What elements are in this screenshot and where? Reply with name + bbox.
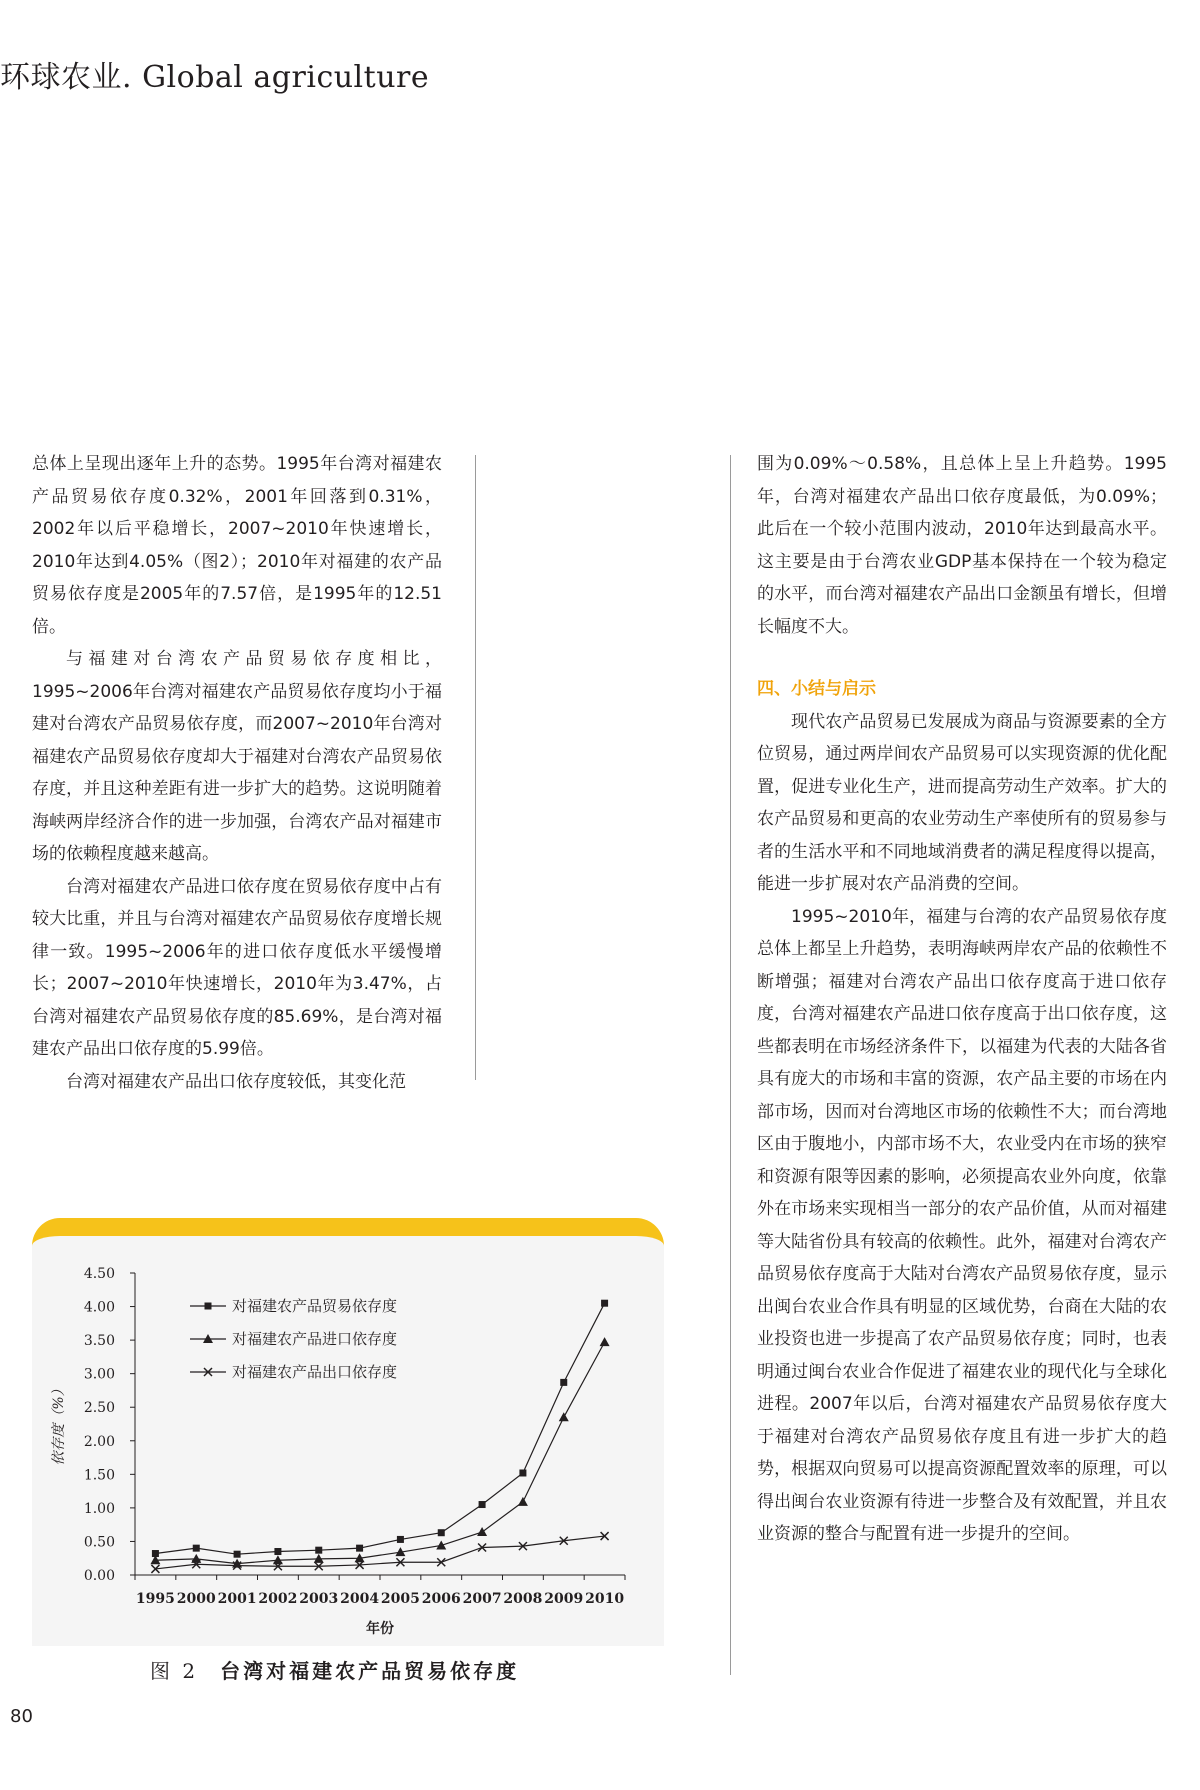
y-tick-label: 3.00 (83, 1366, 115, 1383)
legend-label: 对福建农产品出口依存度 (232, 1363, 398, 1381)
y-tick-label: 2.00 (83, 1433, 115, 1450)
data-point-series-1 (397, 1536, 404, 1543)
data-point-series-2 (518, 1497, 528, 1506)
x-tick-label: 1995 (135, 1591, 175, 1607)
data-point-series-1 (560, 1379, 567, 1386)
x-tick-label: 2008 (503, 1591, 543, 1607)
section-heading: 四、小结与启示 (757, 679, 876, 699)
x-tick-label: 2000 (176, 1591, 216, 1607)
y-tick-label: 4.00 (83, 1299, 115, 1316)
y-tick-label: 0.50 (83, 1534, 115, 1551)
legend-label: 对福建农产品进口依存度 (232, 1330, 398, 1348)
x-tick-label: 2003 (299, 1591, 339, 1607)
data-point-series-2 (436, 1540, 446, 1549)
legend-marker (205, 1303, 212, 1310)
y-tick-label: 3.50 (83, 1333, 115, 1350)
x-axis-title: 年份 (366, 1621, 394, 1637)
body-paragraph: 台湾对福建农产品进口依存度在贸易依存度中占有较大比重，并且与台湾对福建农产品贸易依存度增长规律一致。1995~2006年的进口依存度低水平缓慢增长；2007~2010年快速增长，2010年为3.47%，占台湾对福建农产品贸易依存度的85.69%，是台湾对福建农产品出口依存度的5.99倍。 (32, 876, 442, 1059)
figure-caption (150, 1655, 519, 1684)
body-paragraph: 总体上呈现出逐年上升的态势。1995年台湾对福建农产品贸易依存度0.32%，2001年回落到0.31%，2002年以后平稳增长，2007~2010年快速增长，2010年达到4.05%（图2）；2010年对福建的农产品贸易依存度是2005年的7.57倍，是1995年的12.51倍。 (32, 454, 442, 637)
figure-number: 图 2 (150, 1659, 199, 1683)
y-tick-label: 0.00 (83, 1568, 115, 1584)
x-tick-label: 2002 (258, 1591, 298, 1607)
legend-label: 对福建农产品贸易依存度 (232, 1297, 398, 1315)
data-point-series-1 (438, 1529, 445, 1536)
y-tick-label: 2.50 (83, 1400, 115, 1417)
x-tick-label: 2007 (462, 1591, 502, 1607)
data-point-series-1 (519, 1469, 526, 1476)
data-point-series-1 (234, 1551, 241, 1558)
x-tick-label: 2010 (585, 1591, 625, 1607)
x-tick-label: 2006 (421, 1591, 461, 1607)
data-point-series-2 (559, 1412, 569, 1421)
figure-caption-text: 台湾对福建农产品贸易依存度 (220, 1659, 520, 1683)
x-tick-label: 2009 (544, 1591, 584, 1607)
data-point-series-2 (477, 1527, 487, 1536)
y-axis-title: 依存度（%） (51, 1382, 67, 1466)
body-paragraph: 围为0.09%～0.58%，且总体上呈上升趋势。1995年，台湾对福建农产品出口依存度最低，为0.09%；此后在一个较小范围内波动，2010年达到最高水平。这主要是由于台湾农业GDP基本保持在一个较为稳定的水平，而台湾对福建农产品出口金额虽有增长，但增长幅度不大。 (757, 454, 1167, 637)
data-point-series-2 (600, 1337, 610, 1346)
data-point-series-1 (601, 1300, 608, 1307)
body-paragraph: 台湾对福建农产品出口依存度较低，其变化范 (66, 1071, 406, 1092)
y-tick-label: 1.00 (83, 1500, 115, 1517)
x-tick-label: 2001 (217, 1591, 257, 1607)
data-point-series-1 (193, 1545, 200, 1552)
y-tick-label: 1.50 (83, 1467, 115, 1484)
body-paragraph: 1995~2010年，福建与台湾的农产品贸易依存度总体上都呈上升趋势，表明海峡两岸农产品的依赖性不断增强；福建对台湾农产品出口依存度高于进口依存度，台湾对福建农产品进口依存度高于出口依存度，这些都表明在市场经济条件下，以福建为代表的大陆各省具有庞大的市场和丰富的资源，农产品主要的市场在内部市场，因而对台湾地区市场的依赖性不大；而台湾地区由于腹地小，内部市场不大，农业受内在市场的狭窄和资源有限等因素的影响，必须提高农业外向度，依靠外在市场来实现相当一部分的农产品价值，从而对福建等大陆省份具有较高的依赖性。此外，福建对台湾农产品贸易依存度高于大陆对台湾农产品贸易依存度，显示出闽台农业合作具有明显的区域优势，台商在大陆的农业投资也进一步提高了农产品贸易依存度；同时，也表明通过闽台农业合作促进了福建农业的现代化与全球化进程。2007年以后，台湾对福建农产品贸易依存度大于福建对台湾农产品贸易依存度且有进一步扩大的趋势，根据双向贸易可以提高资源配置效率的原理，可以得出闽台农业资源有待进一步整合及有效配置，并且农业资源的整合与配置有进一步提升的空间。 (757, 906, 1167, 1544)
x-tick-label: 2005 (380, 1591, 420, 1607)
body-paragraph: 与福建对台湾农产品贸易依存度相比，1995~2006年台湾对福建农产品贸易依存度均小于福建对台湾农产品贸易依存度，而2007~2010年台湾对福建农产品贸易依存度却大于福建对台湾农产品贸易依存度，并且这种差距有进一步扩大的趋势。这说明随着海峡两岸经济合作的进一步加强，台湾农产品对福建市场的依赖程度越来越高。 (32, 649, 442, 864)
data-point-series-1 (274, 1548, 281, 1555)
journal-header-title: 环球农业. Global agriculture (0, 60, 430, 95)
data-point-series-1 (356, 1545, 363, 1552)
data-point-series-1 (315, 1547, 322, 1554)
page-number: 80 (10, 1706, 33, 1727)
x-tick-label: 2004 (340, 1591, 380, 1607)
y-tick-label: 4.50 (83, 1266, 115, 1282)
data-point-series-1 (479, 1501, 486, 1508)
body-paragraph: 现代农产品贸易已发展成为商品与资源要素的全方位贸易，通过两岸间农产品贸易可以实现资源的优化配置，促进专业化生产，进而提高劳动生产效率。扩大的农产品贸易和更高的农业劳动生产率使所有的贸易参与者的生活水平和不同地域消费者的满足程度得以提高，能进一步扩展对农产品消费的空间。 (757, 711, 1167, 894)
